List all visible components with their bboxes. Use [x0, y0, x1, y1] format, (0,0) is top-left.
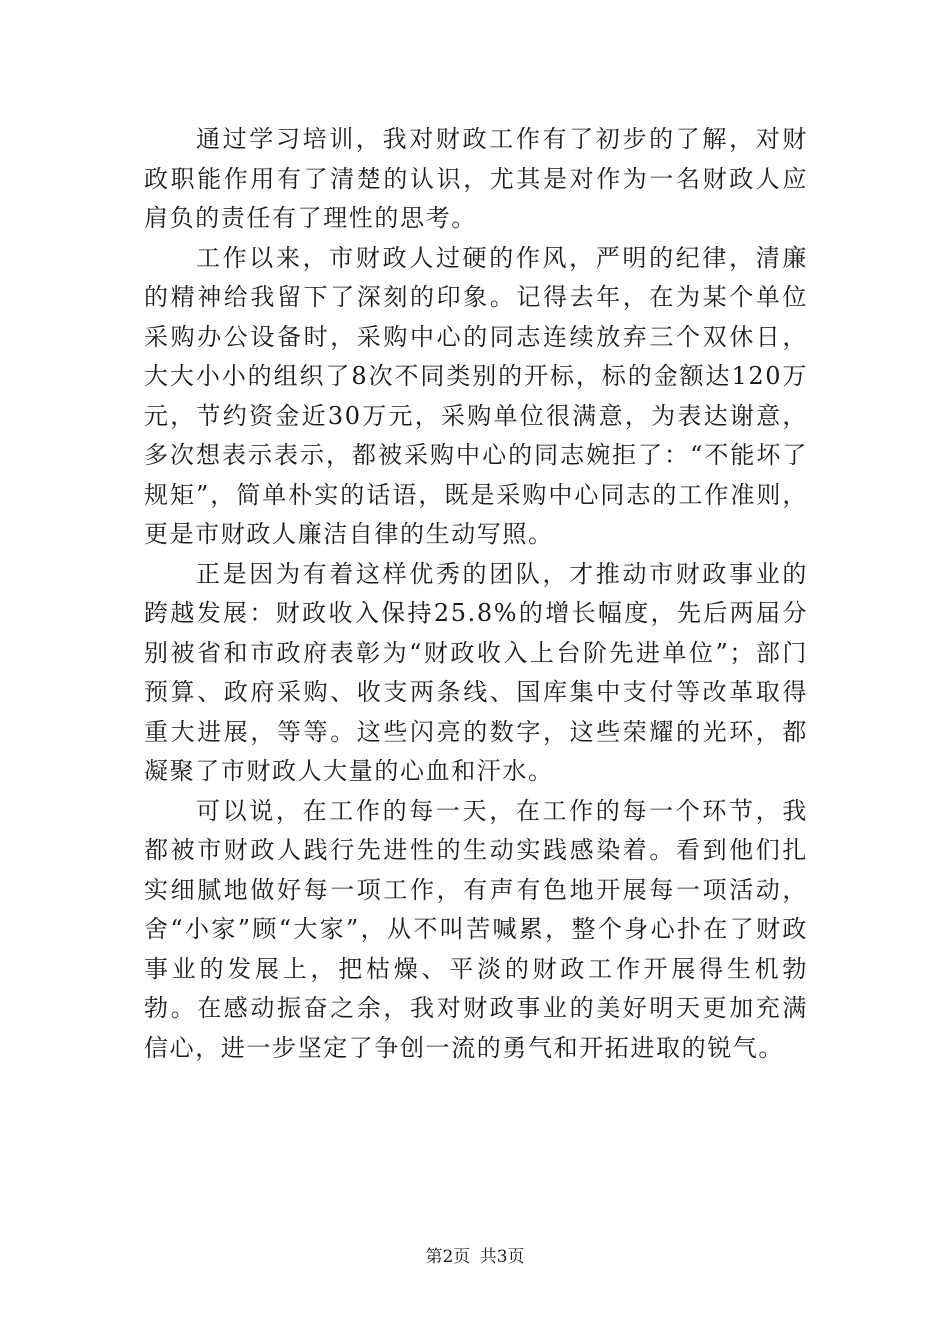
page-footer: [0, 1242, 950, 1267]
page-total: 共3页: [479, 1247, 525, 1267]
paragraph-4: 可以说，在工作的每一天，在工作的每一个环节，我都被市财政人践行先进性的生动实践感染着。看到他们扎实细腻地做好每一项工作，有声有色地开展每一项活动，舍“小家”顾“大家”，从不叫苦喊累，整个身心扑在了财政事业的发展上，把枯燥、平淡的财政工作开展得生机勃勃。在感动振奋之余，我对财政事业的美好明天更加充满信心，进一步坚定了争创一流的勇气和开拓进取的锐气。: [144, 796, 808, 1062]
document-body: [144, 120, 808, 1068]
page-number: 第2页: [425, 1247, 471, 1267]
paragraph-3: 正是因为有着这样优秀的团队，才推动市财政事业的跨越发展：财政收入保持25.8%的增长幅度，先后两届分别被省和市政府表彰为“财政收入上台阶先进单位”；部门预算、政府采购、收支两条线、国库集中支付等改革取得重大进展，等等。这些闪亮的数字，这些荣耀的光环，都凝聚了市财政人大量的心血和汗水。: [144, 559, 808, 785]
paragraph-2: 工作以来，市财政人过硬的作风，严明的纪律，清廉的精神给我留下了深刻的印象。记得去年，在为某个单位采购办公设备时，采购中心的同志连续放弃三个双休日，大大小小的组织了8次不同类别的开标，标的金额达120万元，节约资金近30万元，采购单位很满意，为表达谢意，多次想表示表示，都被采购中心的同志婉拒了：“不能坏了规矩”，简单朴实的话语，既是采购中心同志的工作准则，更是市财政人廉洁自律的生动写照。: [144, 243, 808, 548]
paragraph-1: 通过学习培训，我对财政工作有了初步的了解，对财政职能作用有了清楚的认识，尤其是对作为一名财政人应肩负的责任有了理性的思考。: [144, 125, 808, 232]
